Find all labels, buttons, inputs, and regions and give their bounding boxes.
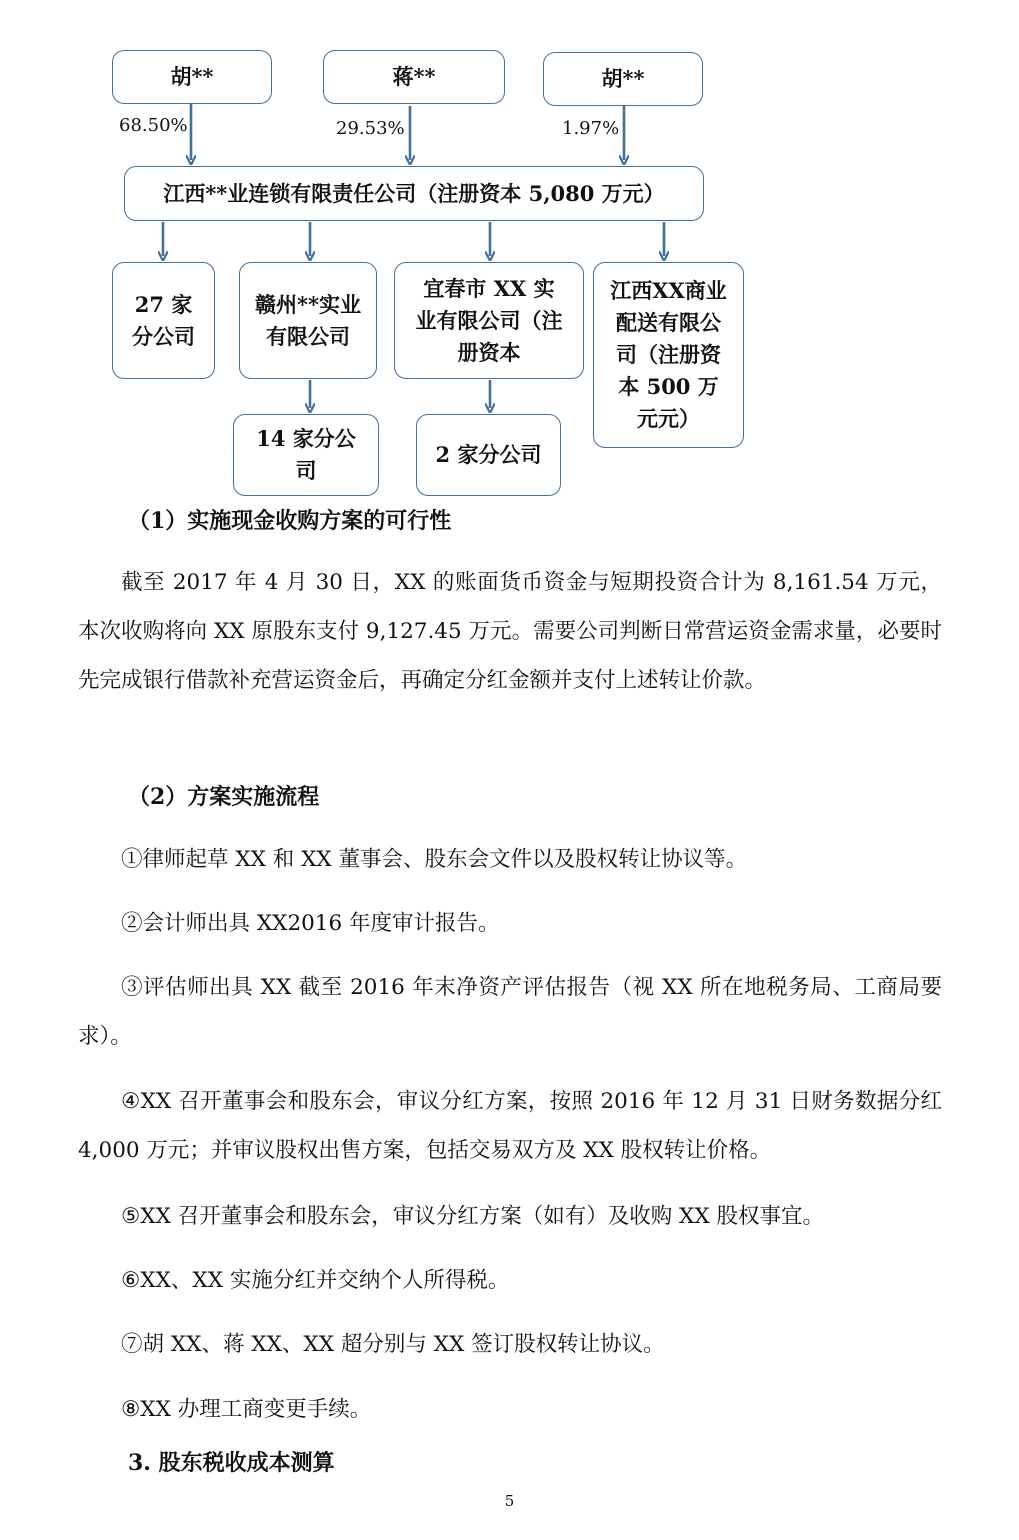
section2-heading: （2）方案实施流程 [128,784,320,810]
step-7: ⑦胡 XX、蒋 XX、XX 超分别与 XX 签订股权转让协议。 [121,1332,665,1357]
branch-box-2: 2 家分公司 [416,414,561,496]
subsidiary-box-3: 宜春市 XX 实业有限公司（注册资本 [394,262,584,379]
subsidiary-box-1: 27 家分公司 [112,262,215,379]
shareholder-pct-3: 1.97% [562,118,620,139]
step-2: ②会计师出具 XX2016 年度审计报告。 [121,911,500,936]
step-8: ⑧XX 办理工商变更手续。 [121,1397,372,1422]
section1-body: 截至 2017 年 4 月 30 日，XX 的账面货币资金与短期投资合计为 8,161.54 万元，本次收购将向 XX 原股东支付 9,127.45 万元。需要公司判断日常营运资金需求量，必要时先完成银行借款补充营运资金后，再确定分红金额并支付上述转让价款。 [78,570,942,693]
parent-company-box: 江西**业连锁有限责任公司（注册资本 5,080 万元） [124,166,704,221]
page-number: 5 [504,1492,515,1510]
shareholder-pct-1: 68.50% [119,115,188,136]
step-4: ④XX 召开董事会和股东会，审议分红方案，按照 2016 年 12 月 31 日财务数据分红 4,000 万元；并审议股权出售方案，包括交易双方及 XX 股权转让价格。 [78,1089,942,1163]
shareholder-pct-2: 29.53% [336,118,405,139]
subsidiary-box-2: 赣州**实业有限公司 [239,262,377,379]
branch-box-1: 14 家分公司 [233,414,379,496]
section3-heading: 3. 股东税收成本测算 [128,1450,335,1476]
shareholder-box-1: 胡** [112,50,272,104]
step-1: ①律师起草 XX 和 XX 董事会、股东会文件以及股权转让协议等。 [121,847,748,872]
section1-heading: （1）实施现金收购方案的可行性 [128,508,452,534]
step-3: ③评估师出具 XX 截至 2016 年末净资产评估报告（视 XX 所在地税务局、工商局要求）。 [78,975,942,1049]
step-6: ⑥XX、XX 实施分红并交纳个人所得税。 [121,1268,510,1293]
shareholder-box-3: 胡** [543,52,703,106]
shareholder-box-2: 蒋** [323,50,505,104]
step-5: ⑤XX 召开董事会和股东会，审议分红方案（如有）及收购 XX 股权事宜。 [121,1204,825,1229]
subsidiary-box-4: 江西XX商业配送有限公司（注册资本 500 万元元） [593,262,744,448]
